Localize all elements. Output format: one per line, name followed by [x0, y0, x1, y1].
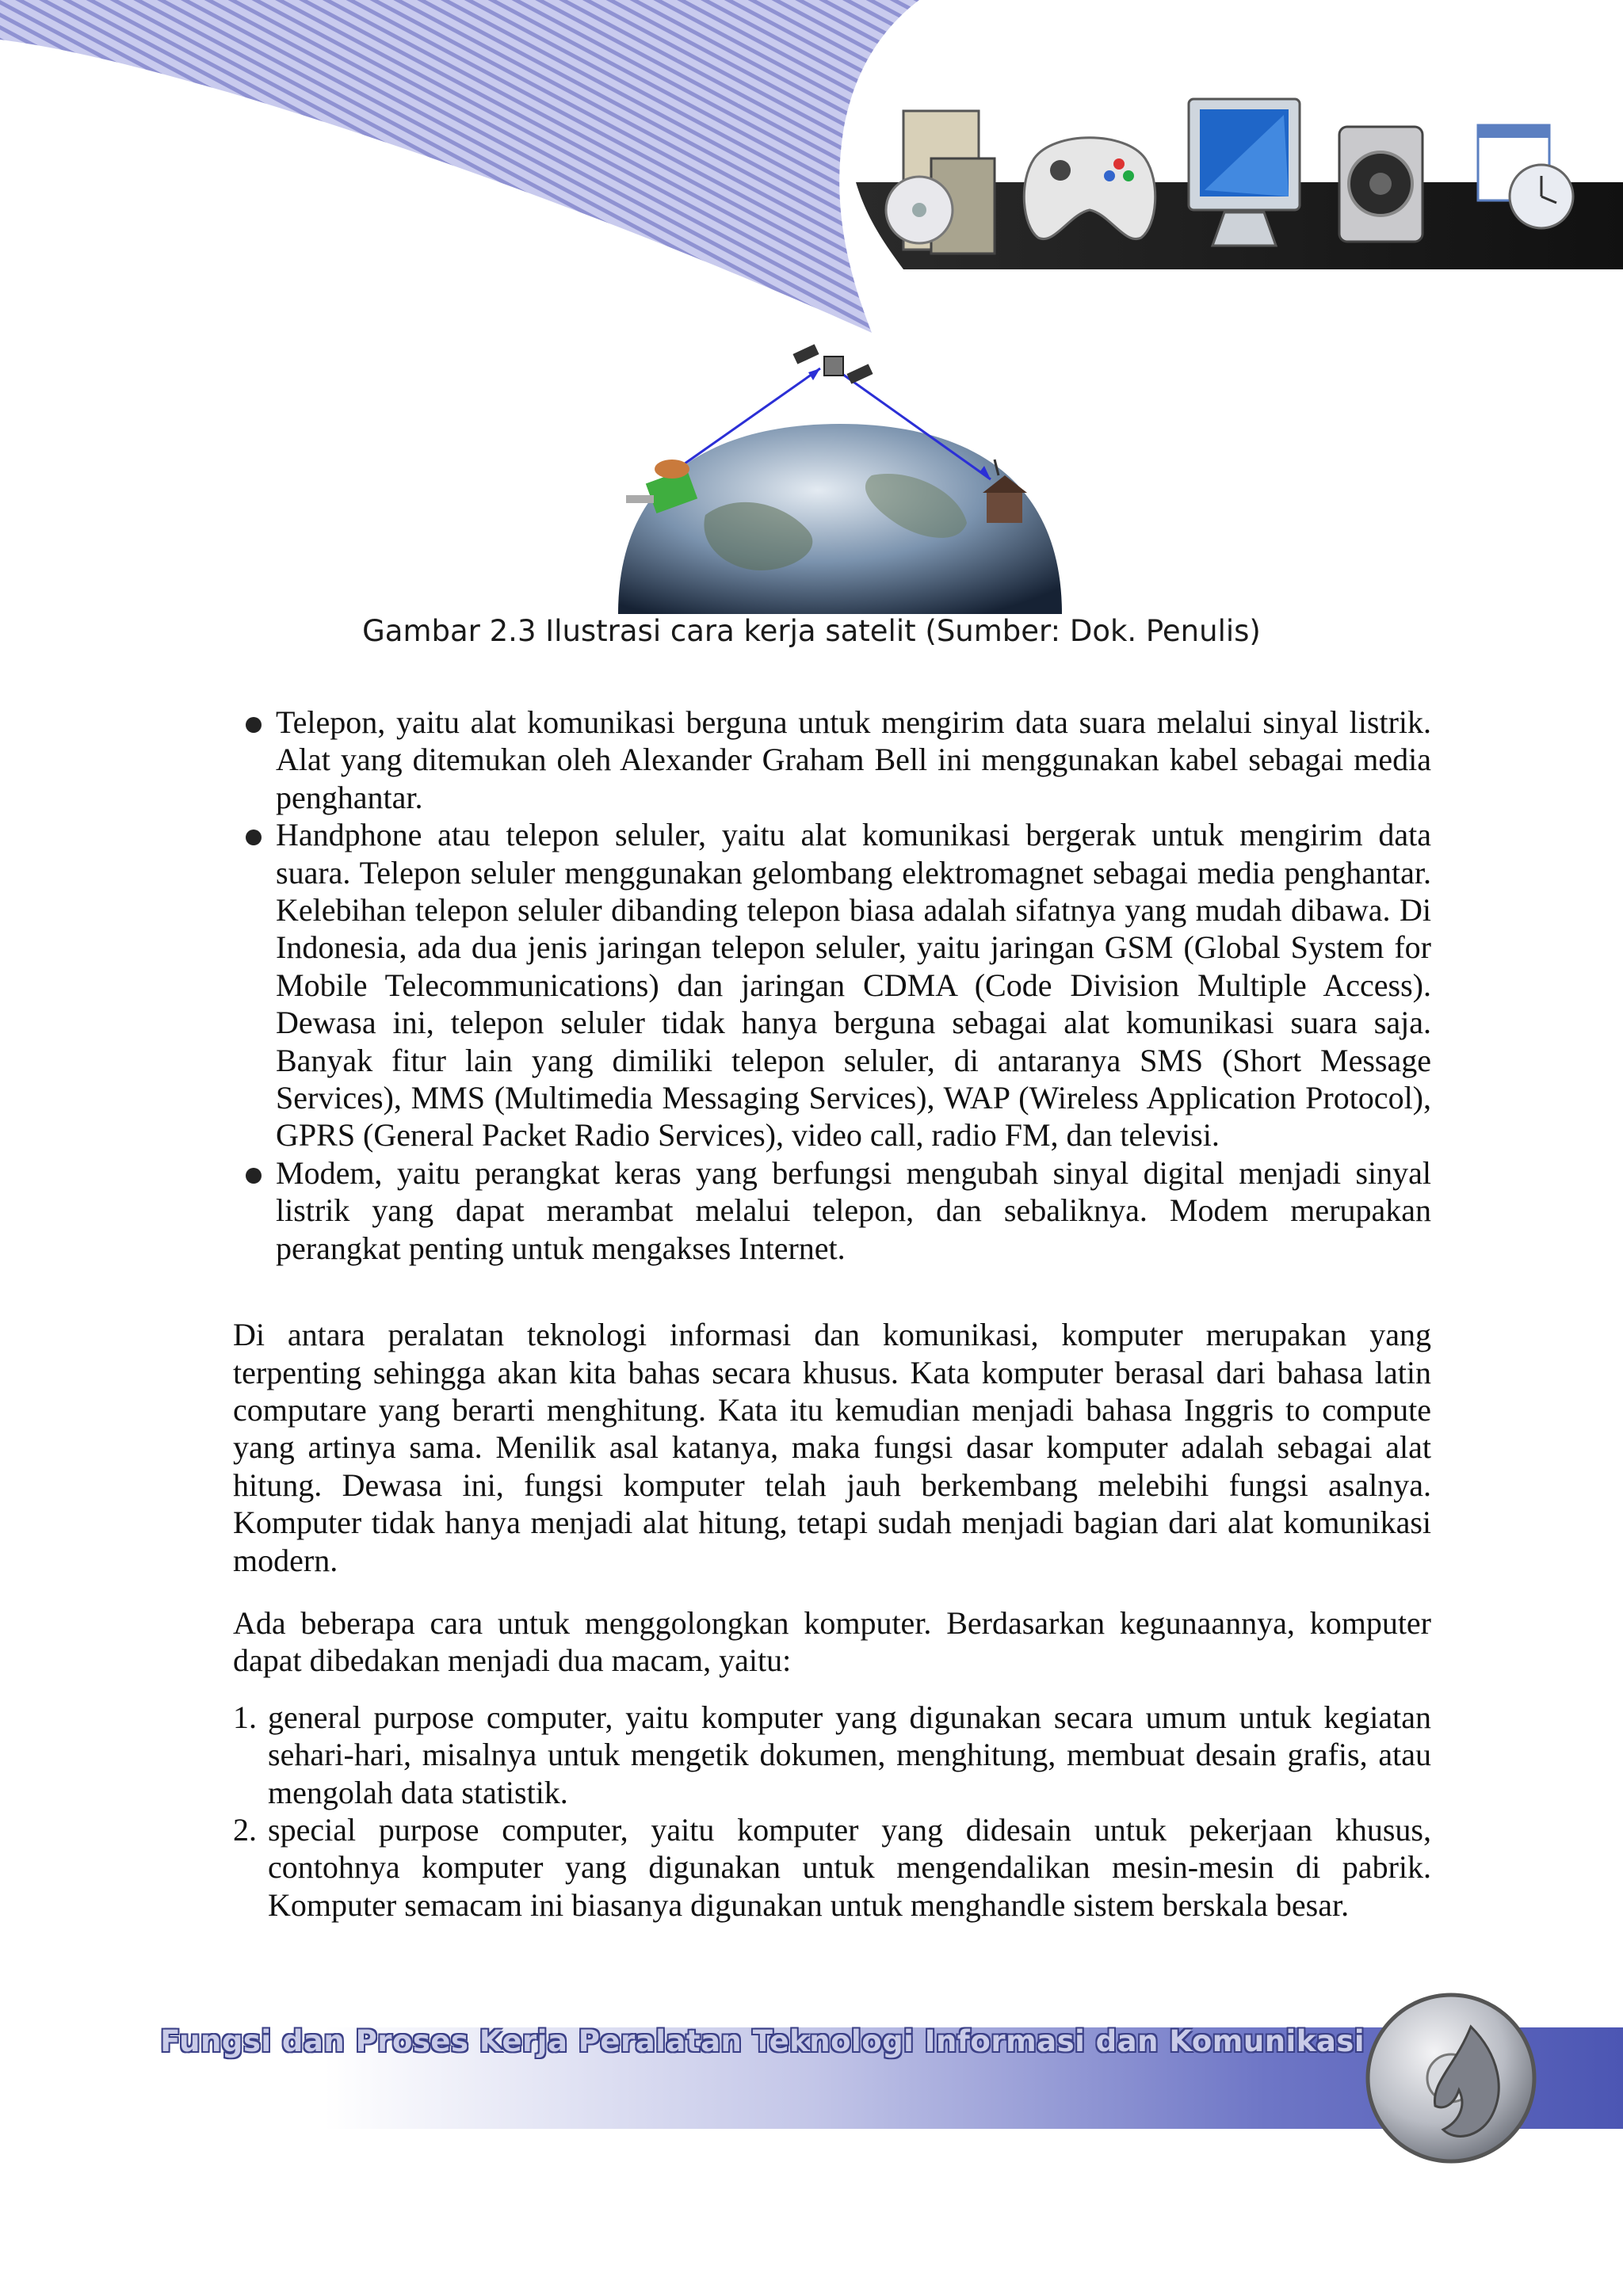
cd-flame-logo-icon — [1360, 1987, 1542, 2169]
list-item-modem: Modem, yaitu perangkat keras yang berfungsi mengubah sinyal digital menjadi sinyal listrik yang dapat merambat melalui telepon, dan sebaliknya. Modem merupakan perangkat penting untuk mengakses Internet. — [233, 1154, 1431, 1267]
list-item-special-purpose — [233, 1811, 1431, 1924]
figure-caption: Gambar 2.3 Ilustrasi cara kerja satelit (Sumber: Dok. Penulis) — [362, 614, 1261, 648]
list-item-handphone: Handphone atau telepon seluler, yaitu alat komunikasi bergerak untuk mengirim data suara. Telepon seluler menggunakan gelombang elektromagnet sebagai media penghantar. Kelebihan telepon seluler dibanding telepon biasa adalah sifatnya yang mudah dibawa. Di Indonesia, ada dua jenis jaringan telepon seluler, yaitu jaringan GSM (Global System for Mobile Telecommunications) dan jaringan CDMA (Code Division Multiple Access). Dewasa ini, telepon seluler tidak hanya berguna sebagai alat komunikasi suara saja. Banyak fitur lain yang dimiliki telepon seluler, di antaranya SMS (Short Message Services), MMS (Multimedia Messaging Services), WAP (Wireless Application Protocol), GPRS (General Packet Radio Services), video call, radio FM, dan televisi. — [233, 816, 1431, 1154]
footer-title: Fungsi dan Proses Kerja Peralatan Teknologi Informasi dan Komunikasi — [160, 2024, 1365, 2058]
paragraph-komputer: Di antara peralatan teknologi informasi dan komunikasi, komputer merupakan yang terpenting sehingga akan kita bahas secara khusus. Kata komputer berasal dari bahasa latin computare yang berarti menghitung. Kata itu kemudian menjadi bahasa Inggris to compute yang artinya sama. Menilik asal katanya, maka fungsi dasar komputer adalah sebagai alat hitung. Dewasa ini, fungsi komputer telah jauh berkembang melebihi fungsi asalnya. Komputer tidak hanya menjadi alat hitung, tetapi sudah menjadi bagian dari alat komunikasi modern. — [233, 1317, 1431, 1578]
list-text: special purpose computer, yaitu komputer yang didesain untuk pekerjaan khusus, contohnya komputer yang digunakan untuk mengendalikan mesin-mesin di pabrik. Komputer semacam ini biasanya digunakan untuk menghandle sistem berskala besar. — [268, 1811, 1431, 1923]
device-list — [233, 704, 1431, 1267]
speaker-icon — [1339, 127, 1423, 242]
main-content — [233, 704, 1431, 1924]
header-decoration — [0, 0, 1623, 349]
list-text: general purpose computer, yaitu komputer yang digunakan secara umum untuk kegiatan sehari-hari, misalnya untuk mengetik dokumen, menghitung, membuat desain grafis, atau mengolah data statistik. — [268, 1699, 1431, 1810]
satellite-illustration — [586, 333, 1094, 614]
list-number: 2. — [233, 1811, 257, 1848]
list-number: 1. — [233, 1699, 257, 1735]
list-item-telepon: Telepon, yaitu alat komunikasi berguna untuk mengirim data suara melalui sinyal listrik. Alat yang ditemukan oleh Alexander Graham Bell ini menggunakan kabel sebagai media penghantar. — [233, 704, 1431, 816]
computer-type-list — [233, 1699, 1431, 1924]
paragraph-golongan: Ada beberapa cara untuk menggolongkan komputer. Berdasarkan kegunaannya, komputer dapat dibedakan menjadi dua macam, yaitu: — [233, 1604, 1431, 1679]
software-box-icon — [886, 111, 995, 254]
list-item-general-purpose — [233, 1699, 1431, 1811]
